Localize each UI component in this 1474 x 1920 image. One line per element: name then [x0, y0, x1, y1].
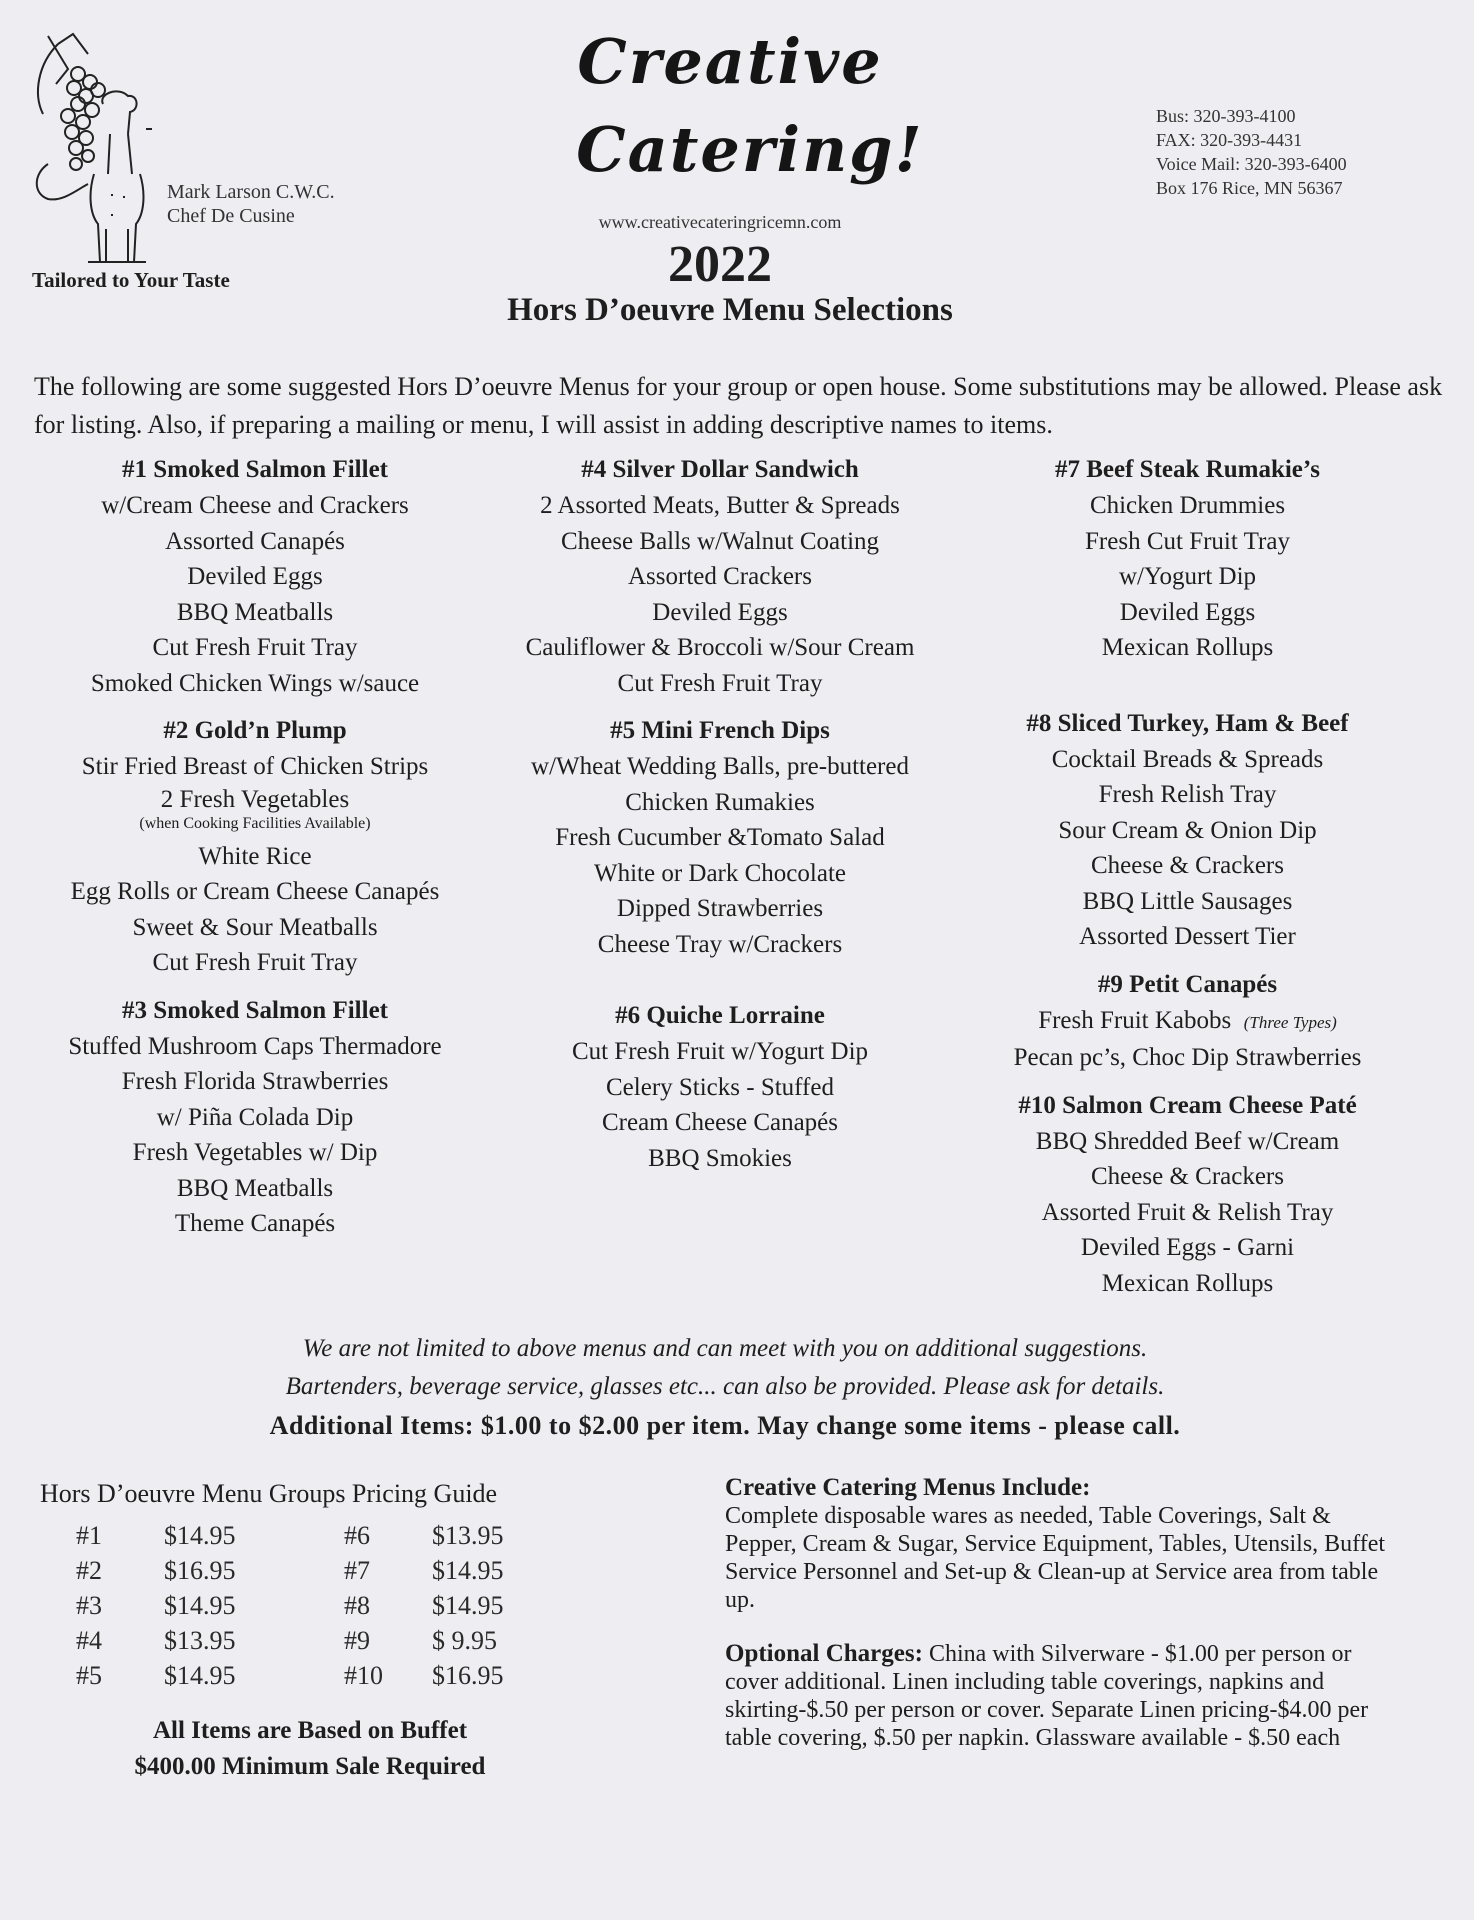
menu-item: Cream Cheese Canapés — [601, 1109, 839, 1136]
menu-item: Deviled Eggs - Garni — [1080, 1234, 1295, 1261]
menu-item: Chicken Rumakies — [625, 788, 815, 816]
menu-item: Fresh Cut Fruit Tray — [1085, 527, 1290, 555]
menu-price: $13.95 — [164, 1626, 236, 1655]
additional-items-note: Additional Items: $1.00 to $2.00 per item. May change some items - please call. — [269, 1411, 1181, 1440]
menu-5 — [490, 713, 950, 962]
menu-price: $14.95 — [164, 1591, 236, 1620]
menu-item: BBQ Smokies — [648, 1144, 792, 1172]
menu-price: $ 9.95 — [432, 1626, 497, 1655]
menu-number: #9 — [344, 1626, 370, 1655]
menu-price: $14.95 — [432, 1591, 504, 1620]
menu-number: #10 — [344, 1661, 383, 1690]
menu-item: Cauliflower & Broccoli w/Sour Cream — [525, 634, 915, 661]
menu-column-2 — [490, 452, 950, 1188]
page-title: Hors D’oeuvre Menu Selections — [507, 292, 953, 328]
pricing-table — [76, 1518, 504, 1693]
menu-item: Cheese Tray w/Crackers — [597, 930, 843, 958]
note-line-1: We are not limited to above menus and can meet with you on additional suggestions. — [302, 1335, 1148, 1362]
website-url: www.creativecateringricemn.com — [598, 212, 842, 232]
minimum-sale-note: $400.00 Minimum Sale Required — [134, 1753, 486, 1780]
pricing-title: Hors D’oeuvre Menu Groups Pricing Guide — [40, 1479, 498, 1508]
includes-heading: Creative Catering Menus Include: — [725, 1474, 1091, 1501]
pricing-footer — [40, 1713, 580, 1785]
menu-item: Assorted Fruit & Relish Tray — [1041, 1198, 1334, 1226]
menu-2 — [30, 713, 480, 981]
menu-item: Assorted Canapés — [165, 527, 345, 555]
menu-item: Theme Canapés — [174, 1210, 336, 1237]
menu-item: White Rice — [198, 842, 312, 870]
menu-price: $14.95 — [432, 1556, 504, 1585]
menu-price: $14.95 — [164, 1521, 236, 1550]
menu-title: #2 Gold’n Plump — [163, 717, 347, 744]
menu-title: #10 Salmon Cream Cheese Paté — [1018, 1091, 1357, 1119]
menu-item: BBQ Little Sausages — [1082, 887, 1293, 915]
menu-item: Dipped Strawberries — [616, 895, 824, 922]
menu-number: #6 — [344, 1521, 370, 1550]
menu-1 — [30, 452, 480, 701]
contact-fax: FAX: 320-393-4431 — [1156, 130, 1303, 150]
table-row — [76, 1658, 504, 1693]
chef-logo-icon — [28, 24, 168, 264]
menu-7 — [965, 452, 1410, 666]
menu-number: #1 — [76, 1521, 102, 1550]
brand-line-1: Creative — [577, 25, 883, 98]
menu-8 — [965, 706, 1410, 955]
menu-item: Mexican Rollups — [1101, 634, 1274, 661]
menu-item-note: (when Cooking Facilities Available) — [139, 814, 371, 832]
table-row — [76, 1518, 504, 1553]
menu-item: BBQ Meatballs — [176, 598, 334, 626]
menu-title: #3 Smoked Salmon Fillet — [122, 996, 388, 1024]
additional-notes — [100, 1330, 1350, 1446]
menu-number: #2 — [76, 1556, 102, 1585]
menu-item: w/Wheat Wedding Balls, pre-buttered — [531, 753, 909, 780]
menu-item: Deviled Eggs — [1119, 598, 1256, 626]
contact-info — [1156, 104, 1347, 200]
buffet-note: All Items are Based on Buffet — [152, 1717, 468, 1744]
menu-item — [965, 1003, 1410, 1041]
menu-item: White or Dark Chocolate — [594, 859, 846, 887]
menu-item-note: (Three Types) — [1243, 1012, 1337, 1032]
menu-number: #7 — [344, 1556, 370, 1585]
menu-item: 2 Assorted Meats, Butter & Spreads — [540, 492, 900, 519]
menu-item: BBQ Meatballs — [176, 1174, 334, 1202]
menu-4 — [490, 452, 950, 701]
tagline: Tailored to Your Taste — [32, 268, 230, 292]
menu-item: Stir Fried Breast of Chicken Strips — [81, 753, 429, 780]
contact-address: Box 176 Rice, MN 56367 — [1156, 178, 1343, 198]
brand-logo-text — [490, 18, 970, 194]
menu-item: Sour Cream & Onion Dip — [1058, 816, 1317, 844]
menu-title: #9 Petit Canapés — [1097, 970, 1278, 998]
menu-title: #7 Beef Steak Rumakie’s — [1054, 456, 1321, 483]
menu-item: Assorted Crackers — [628, 563, 812, 590]
note-line-2: Bartenders, beverage service, glasses etc... can also be provided. Please ask for details. — [285, 1373, 1165, 1400]
menu-title: #6 Quiche Lorraine — [615, 1002, 825, 1029]
menu-item: Cheese Balls w/Walnut Coating — [560, 527, 880, 555]
menu-item: Egg Rolls or Cream Cheese Canapés — [70, 878, 440, 905]
menu-item: Fresh Vegetables w/ Dip — [132, 1139, 378, 1166]
table-row — [76, 1553, 504, 1588]
chef-title: Chef De Cusine — [167, 205, 295, 227]
brand-line-2: Catering! — [576, 113, 924, 186]
menu-3 — [30, 993, 480, 1242]
menu-title: #8 Sliced Turkey, Ham & Beef — [1026, 709, 1349, 737]
menu-number: #5 — [76, 1661, 102, 1690]
menu-number: #4 — [76, 1626, 102, 1655]
contact-voicemail: Voice Mail: 320-393-6400 — [1156, 154, 1347, 174]
menu-column-3 — [965, 452, 1410, 1313]
menu-price: $13.95 — [432, 1521, 504, 1550]
menu-item: Cut Fresh Fruit Tray — [617, 669, 823, 697]
menu-item: Cocktail Breads & Spreads — [1051, 745, 1324, 773]
menu-item: Cut Fresh Fruit w/Yogurt Dip — [571, 1038, 869, 1065]
menu-item: Fresh Relish Tray — [1098, 781, 1277, 808]
menu-title: #1 Smoked Salmon Fillet — [122, 456, 388, 483]
menu-number: #8 — [344, 1591, 370, 1620]
menu-price: $16.95 — [164, 1556, 236, 1585]
menu-6 — [490, 998, 950, 1176]
menu-item: Cheese & Crackers — [1091, 1163, 1284, 1190]
menu-item: BBQ Shredded Beef w/Cream — [1035, 1127, 1340, 1155]
menu-item: Stuffed Mushroom Caps Thermadore — [68, 1032, 442, 1060]
menu-item: Pecan pc’s, Choc Dip Strawberries — [1013, 1044, 1362, 1071]
table-row — [76, 1623, 504, 1658]
menu-9 — [965, 967, 1410, 1076]
menu-includes — [725, 1474, 1405, 1752]
chef-info — [167, 180, 335, 228]
chef-name: Mark Larson C.W.C. — [167, 181, 335, 203]
menu-item: Fresh Cucumber &Tomato Salad — [555, 824, 885, 851]
menu-item: Assorted Dessert Tier — [1079, 923, 1296, 950]
menu-item: Deviled Eggs — [652, 598, 788, 626]
menu-item: 2 Fresh Vegetables — [160, 785, 350, 813]
menu-item: Sweet & Sour Meatballs — [132, 913, 378, 941]
menu-item: Cheese & Crackers — [1091, 852, 1284, 879]
menu-item: Deviled Eggs — [187, 563, 323, 590]
menu-item: Cut Fresh Fruit Tray — [152, 949, 358, 976]
menu-item: Celery Sticks - Stuffed — [606, 1073, 834, 1101]
menu-10 — [965, 1088, 1410, 1302]
optional-charges — [725, 1640, 1405, 1752]
intro-paragraph: The following are some suggested Hors D’oeuvre Menus for your group or open house. Some substitutions may be allowed. Please ask for listing. Also, if preparing a mailing or menu, I will assist in adding descriptive names to items. — [34, 372, 1443, 439]
table-row — [76, 1588, 504, 1623]
menu-item: Chicken Drummies — [1089, 492, 1286, 519]
menu-number: #3 — [76, 1591, 102, 1620]
contact-phone: Bus: 320-393-4100 — [1156, 106, 1296, 126]
menu-item: Smoked Chicken Wings w/sauce — [90, 669, 420, 697]
menu-price: $14.95 — [164, 1661, 236, 1690]
menu-year: 2022 — [668, 236, 772, 293]
includes-text: Complete disposable wares as needed, Table Coverings, Salt & Pepper, Cream & Sugar, Service Equipment, Tables, Utensils, Buffet Service Personnel and Set-up & Clean-up at Service area from table up. — [725, 1503, 1386, 1613]
menu-item: w/Yogurt Dip — [1118, 563, 1257, 590]
menu-item: Mexican Rollups — [1101, 1269, 1274, 1297]
menu-item: w/ Piña Colada Dip — [156, 1103, 354, 1131]
menu-column-1 — [30, 452, 480, 1254]
menu-item: Fresh Florida Strawberries — [121, 1068, 389, 1095]
menu-title: #5 Mini French Dips — [610, 717, 830, 744]
menu-item-text: Fresh Fruit Kabobs — [1038, 1006, 1232, 1034]
optional-heading: Optional Charges: — [725, 1640, 923, 1667]
optional-text: China with Silverware - $1.00 per person or cover additional. Linen including table coverings, napkins and skirting-$.50 per person or cover. Separate Linen pricing-$4.00 per table covering, $.50 per napkin. Glassware available - $.50 each — [725, 1641, 1369, 1751]
pricing-guide — [40, 1476, 580, 1785]
menu-title: #4 Silver Dollar Sandwich — [581, 456, 859, 483]
menu-item: w/Cream Cheese and Crackers — [101, 492, 409, 519]
menu-item: Cut Fresh Fruit Tray — [152, 634, 358, 661]
menu-price: $16.95 — [432, 1661, 504, 1690]
